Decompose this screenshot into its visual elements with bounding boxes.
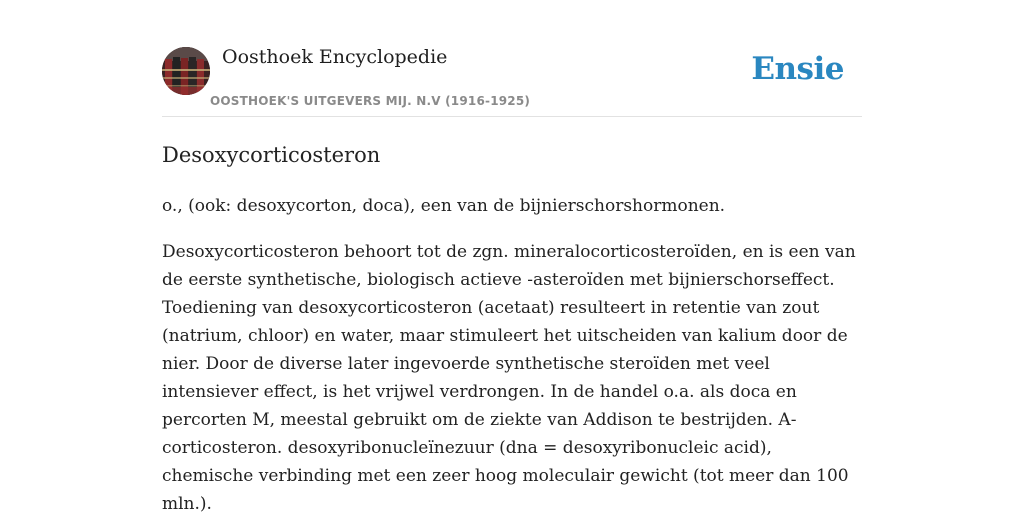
- article: [162, 140, 862, 512]
- brand-logo[interactable]: Ensie: [751, 51, 844, 87]
- book-spines-icon[interactable]: [162, 47, 210, 95]
- article-definition: o., (ook: desoxycorton, doca), een van de bijnierschorshormonen.: [162, 196, 726, 216]
- site-header: [162, 46, 862, 117]
- article-body: Desoxycorticosteron behoort tot de zgn. mineralocorticosteroïden, en is een van de eerste synthetische, biologisch actieve -asteroïden met bijnierschorseffect. Toediening van desoxycorticosteron (acetaat) resulteert in retentie van zout (natrium, chloor) en water, maar stimuleert het uitscheiden van kalium door de nier. Door de diverse later ingevoerde synthetische steroïden met veel intensiever effect, is het vrijwel verdrongen. In de handel o.a. als doca en percorten M, meestal gebruikt om de ziekte van Addison te bestrijden. A-corticosteron. desoxyribonucleïnezuur (dna = desoxyribonucleic acid), chemische verbinding met een zeer hoog moleculair gewicht (tot meer dan 100 mln.).: [162, 242, 856, 512]
- site-title[interactable]: Oosthoek Encyclopedie: [222, 46, 448, 68]
- article-title: Desoxycorticosteron: [162, 143, 381, 167]
- site-subtitle: OOSTHOEK'S UITGEVERS MIJ. N.V (1916-1925): [210, 94, 531, 108]
